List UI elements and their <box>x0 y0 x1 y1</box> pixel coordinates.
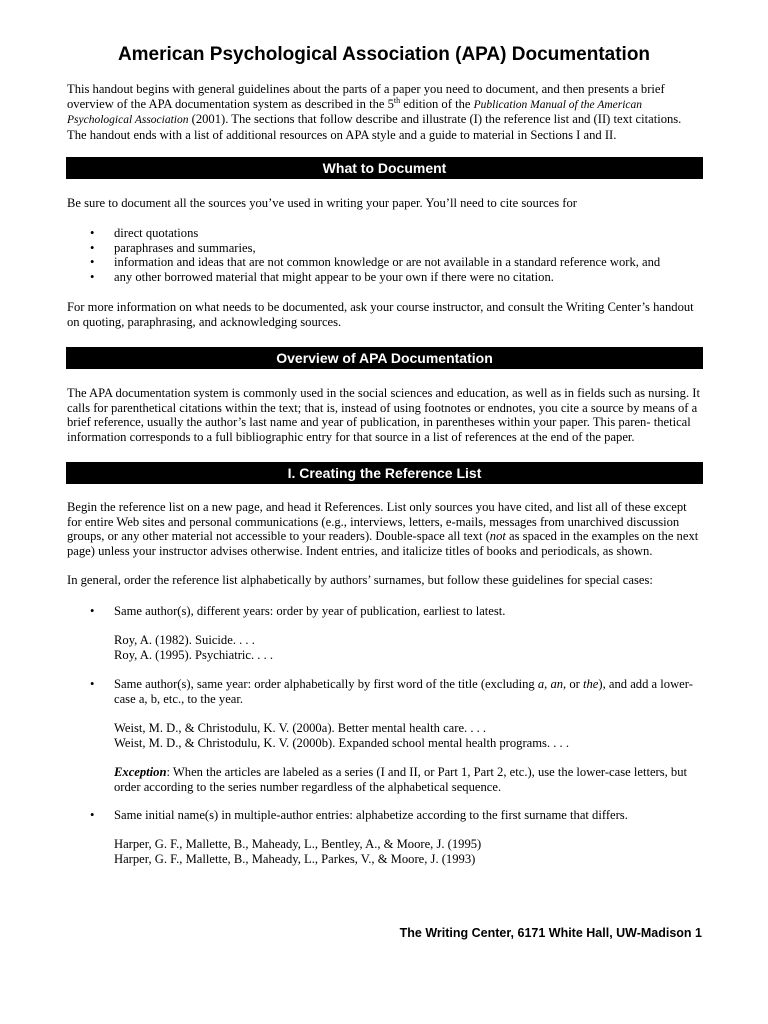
intro-paragraph <box>67 82 703 143</box>
publication-title: Psychological Association <box>67 114 189 127</box>
paragraph-line: information corresponds to a full bibliographic entry for that source in a list of references at the end of the paper. <box>67 430 635 445</box>
exception-line: order according to the series number regardless of the alphabetical sequence. <box>114 779 502 794</box>
list-item-text: direct quotations <box>114 226 199 240</box>
paragraph-line: Begin the reference list on a new page, and head it References. List only sources you have cited, and list all of these except <box>67 500 687 514</box>
bullet-icon: • <box>90 240 95 255</box>
bullet-icon: • <box>90 604 95 618</box>
list-item <box>90 255 700 270</box>
example-entries <box>114 721 704 750</box>
list-item <box>90 226 700 241</box>
intro-line: The handout ends with a list of additional resources on APA style and a guide to material in Sections I and II. <box>67 128 617 143</box>
list-item <box>90 270 700 285</box>
cite-sources-list <box>90 226 700 284</box>
bullet-icon: • <box>90 269 95 284</box>
case-line <box>114 677 704 692</box>
what-intro: Be sure to document all the sources you’ve used in writing your paper. You’ll need to cite sources for <box>67 196 577 210</box>
example-entry: Weist, M. D., & Christodulu, K. V. (2000a). Better mental health care. . . . <box>114 721 487 735</box>
case-line: case a, b, etc., to the year. <box>114 691 244 706</box>
paragraph-line: The APA documentation system is commonly used in the social sciences and education, as well as in fields such as nursing. It <box>67 386 700 400</box>
case-text: Same initial name(s) in multiple-author entries: alphabetize according to the first surname that differs. <box>114 808 628 822</box>
intro-text: overview of the APA documentation system as described in the 5 <box>67 96 394 111</box>
intro-line <box>67 97 703 113</box>
bullet-icon: • <box>90 226 95 240</box>
publication-title: Publication Manual of the American <box>473 98 643 111</box>
case-text-part: Same author(s), same year: order alphabetically by first word of the title (excluding <box>114 677 538 691</box>
list-item-text: paraphrases and summaries, <box>114 240 256 255</box>
example-entries <box>114 633 704 662</box>
section-heading-reference-list: I. Creating the Reference List <box>66 462 703 484</box>
paragraph-line: page) unless your instructor advises otherwise. Indent entries, and italicize titles of books and periodicals, as shown. <box>67 544 653 559</box>
page-footer: The Writing Center, 6171 White Hall, UW-Madison 1 <box>399 926 702 940</box>
exception-label: Exception <box>114 765 167 779</box>
case-text: Same author(s), different years: order by year of publication, earliest to latest. <box>114 604 506 618</box>
reflist-intro-paragraph <box>67 500 703 559</box>
example-entry: Weist, M. D., & Christodulu, K. V. (2000b). Expanded school mental health programs. . . . <box>114 735 569 750</box>
paragraph-text: groups, or any other material not accessible to your readers). Double-space all text ( <box>67 529 490 544</box>
paragraph-line: brief reference, usually the author’s last name and year of publication, in parentheses within your paper. This paren- thetical <box>67 415 691 430</box>
page-title: American Psychological Association (APA) Documentation <box>117 44 651 65</box>
example-entry: Roy, A. (1995). Psychiatric. . . . <box>114 647 274 662</box>
bullet-icon: • <box>90 255 95 269</box>
example-entry: Harper, G. F., Mallette, B., Maheady, L., Bentley, A., & Moore, J. (1995) <box>114 837 482 851</box>
section-heading-overview: Overview of APA Documentation <box>66 347 703 369</box>
what-more-info-paragraph <box>67 300 703 329</box>
list-item <box>90 241 700 256</box>
paragraph-line: For more information on what needs to be documented, ask your course instructor, and consult the Writing Center’s handout <box>67 300 694 314</box>
paragraph-line: on quoting, paraphrasing, and acknowledging sources. <box>67 314 342 329</box>
example-entry: Harper, G. F., Mallette, B., Maheady, L., Parkes, V., & Moore, J. (1993) <box>114 851 476 866</box>
intro-line <box>67 112 703 128</box>
bullet-icon: • <box>90 808 95 822</box>
intro-line: This handout begins with general guidelines about the parts of a paper you need to document, and then presents a brief <box>67 82 665 96</box>
edition-superscript: th <box>393 95 401 105</box>
case-text-part: , <box>544 677 551 691</box>
section-heading-what-to-document: What to Document <box>66 157 703 179</box>
exception-line <box>114 765 704 780</box>
ordering-guidelines-intro: In general, order the reference list alphabetically by authors’ surnames, but follow these guidelines for special cases: <box>67 573 653 587</box>
excluded-article: a <box>537 677 545 691</box>
example-entries <box>114 837 704 866</box>
paragraph-line: calls for parenthetical citations within the text; that is, instead of using footnotes or endnotes, you cite a source by means of a <box>67 400 698 415</box>
list-item-text: any other borrowed material that might appear to be your own if there were no citation. <box>114 269 554 284</box>
overview-paragraph <box>67 386 703 445</box>
exception-text: : When the articles are labeled as a series (I and II, or Part 1, Part 2, etc.), use the lower-case letters, but <box>166 765 688 779</box>
emphasis-not: not <box>489 529 506 544</box>
intro-text: edition of the <box>400 96 474 111</box>
exception-note <box>114 765 704 794</box>
case-text <box>114 677 704 706</box>
intro-text: (2001). The sections that follow describe and illustrate (I) the reference list and (II) text citations. <box>188 112 682 127</box>
list-item-text: information and ideas that are not common knowledge or are not available in a standard reference work, and <box>114 255 661 269</box>
paragraph-line <box>67 529 703 544</box>
paragraph-line: for entire Web sites and personal communications (e.g., interviews, letters, e-mails, messages from unarchived discussion <box>67 514 680 529</box>
excluded-article: the <box>582 677 599 691</box>
paragraph-text: as spaced in the examples on the next <box>505 529 699 544</box>
bullet-icon: • <box>90 677 95 691</box>
excluded-article: an <box>550 677 564 691</box>
case-text-part: ), and add a lower- <box>598 677 693 691</box>
case-text-part: , or <box>563 677 583 691</box>
example-entry: Roy, A. (1982). Suicide. . . . <box>114 633 255 647</box>
